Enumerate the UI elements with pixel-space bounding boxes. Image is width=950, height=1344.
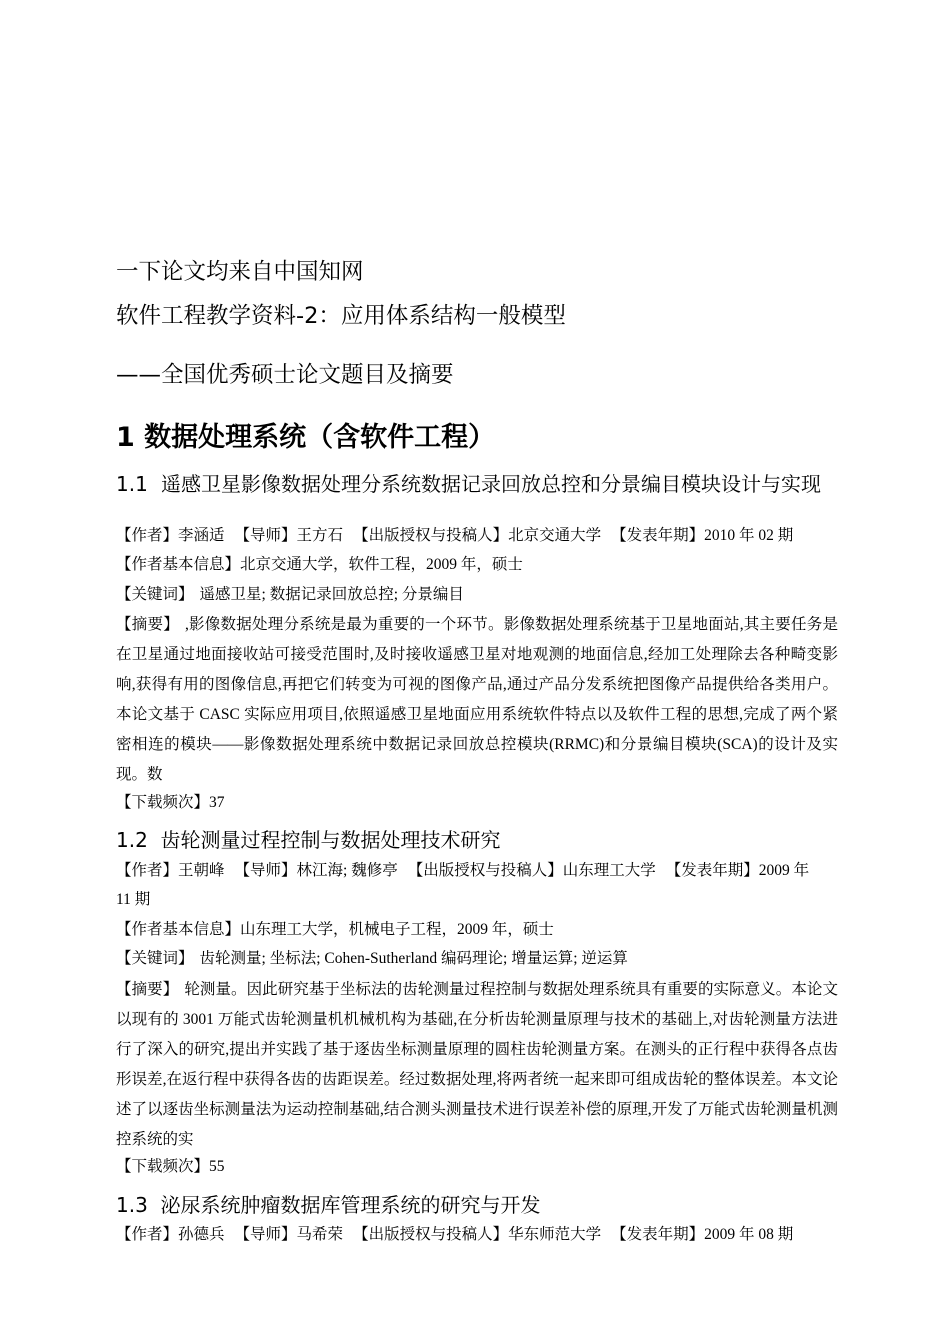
paper-number: 1.3 [116, 1193, 148, 1217]
author-info-value: 北京交通大学，软件工程，2009 年，硕士 [240, 556, 523, 573]
publisher-value: 华东师范大学 [508, 1226, 602, 1243]
downloads-value: 37 [209, 794, 225, 811]
downloads-label: 【下载频次】 [116, 1158, 210, 1175]
keywords-value: 齿轮测量; 坐标法; Cohen-Sutherland 编码理论; 增量运算; 逆运算 [199, 950, 628, 967]
downloads-line [116, 792, 838, 814]
publisher-value: 山东理工大学 [562, 862, 656, 879]
abstract-paragraph [116, 610, 838, 790]
downloads-value: 55 [209, 1158, 225, 1175]
year-label: 【发表年期】 [665, 862, 759, 879]
paper-title: 齿轮测量过程控制与数据处理技术研究 [160, 828, 501, 852]
author-value: 李涵适 [178, 527, 225, 544]
advisor-label: 【导师】 [234, 862, 297, 879]
paper-number: 1.2 [116, 828, 148, 852]
author-info-label: 【作者基本信息】 [116, 921, 241, 938]
paper-meta-line [116, 860, 838, 882]
document-title: 软件工程教学资料-2：应用体系结构一般模型 [116, 303, 566, 329]
advisor-value: 王方石 [296, 527, 344, 544]
paper-title: 遥感卫星影像数据处理分系统数据记录回放总控和分景编目模块设计与实现 [161, 472, 821, 496]
year-label: 【发表年期】 [611, 1226, 705, 1243]
document-subtitle: ——全国优秀硕士论文题目及摘要 [116, 362, 454, 388]
author-label: 【作者】 [116, 527, 179, 544]
keywords-value: 遥感卫星; 数据记录回放总控; 分景编目 [199, 586, 464, 603]
paper-heading-1-1 [116, 471, 846, 497]
keywords-label: 【关键词】 [116, 586, 194, 603]
paper-heading-1-2 [116, 830, 501, 850]
advisor-value: 林江海; 魏修亭 [296, 862, 398, 879]
author-value: 孙德兵 [178, 1226, 225, 1243]
author-label: 【作者】 [116, 1226, 179, 1243]
year-value: 2009 年 08 期 [704, 1226, 794, 1243]
abstract-label: 【摘要】 [116, 981, 179, 998]
publisher-label: 【出版授权与投稿人】 [353, 1226, 509, 1243]
publisher-label: 【出版授权与投稿人】 [407, 862, 563, 879]
abstract-text: ,影像数据处理分系统是最为重要的一个环节。影像数据处理系统基于卫星地面站,其主要任务是在卫星通过地面接收站可接受范围时,及时接收遥感卫星对地观测的地面信息,经加工处理除去各种畸变影响,获得有用的图像信息,再把它们转变为可视的图像产品,通过产品分发系统把图像产品提供给各类用户。本论文基于 CASC 实际应用项目,依照遥感卫星地面应用系统软件特点以及软件工程的思想,完成了两个紧密相连的模块——影像数据处理系统中数据记录回放总控模块(RRMC)和分景编目模块(SCA)的设计及实现。数 [116, 616, 838, 783]
year-label: 【发表年期】 [611, 527, 705, 544]
paper-number: 1.1 [116, 472, 148, 496]
author-info-label: 【作者基本信息】 [116, 556, 241, 573]
abstract-paragraph [116, 975, 838, 1155]
author-info-line [116, 919, 838, 941]
keywords-line [116, 584, 838, 606]
keywords-label: 【关键词】 [116, 950, 194, 967]
paper-heading-1-3 [116, 1195, 541, 1215]
downloads-line [116, 1156, 838, 1178]
section-heading: 1 数据处理系统（含软件工程） [116, 422, 496, 453]
advisor-value: 马希荣 [296, 1226, 344, 1243]
abstract-text: 轮测量。因此研究基于坐标法的齿轮测量过程控制与数据处理系统具有重要的实际意义。本论文以现有的 3001 万能式齿轮测量机机械机构为基础,在分析齿轮测量原理与技术的基础上,对齿轮测量方法进行了深入的研究,提出并实践了基于逐齿坐标测量原理的圆柱齿轮测量方案。在测头的正行程中获得各点齿形误差,在返行程中获得各齿的齿距误差。经过数据处理,将两者统一起来即可组成齿轮的整体误差。本文论述了以逐齿坐标测量法为运动控制基础,结合测头测量技术进行误差补偿的原理,开发了万能式齿轮测量机测控系统的实 [116, 981, 838, 1148]
paper-meta-line [116, 1224, 838, 1246]
keywords-line [116, 948, 838, 970]
author-value: 王朝峰 [178, 862, 225, 879]
publisher-label: 【出版授权与投稿人】 [353, 527, 509, 544]
publisher-value: 北京交通大学 [508, 527, 602, 544]
downloads-label: 【下载频次】 [116, 794, 210, 811]
advisor-label: 【导师】 [234, 527, 297, 544]
paper-meta-line [116, 525, 838, 547]
author-info-line [116, 554, 838, 576]
year-value: 2009 年 [758, 862, 810, 879]
author-label: 【作者】 [116, 862, 179, 879]
abstract-label: 【摘要】 [116, 616, 179, 633]
advisor-label: 【导师】 [234, 1226, 297, 1243]
author-info-value: 山东理工大学，机械电子工程，2009 年，硕士 [240, 921, 554, 938]
year-value: 2010 年 02 期 [704, 527, 794, 544]
year-continuation-line [116, 889, 838, 911]
intro-line-1: 一下论文均来自中国知网 [116, 259, 364, 285]
year-value-continued: 11 期 [116, 891, 151, 908]
paper-title: 泌尿系统肿瘤数据库管理系统的研究与开发 [160, 1193, 541, 1217]
